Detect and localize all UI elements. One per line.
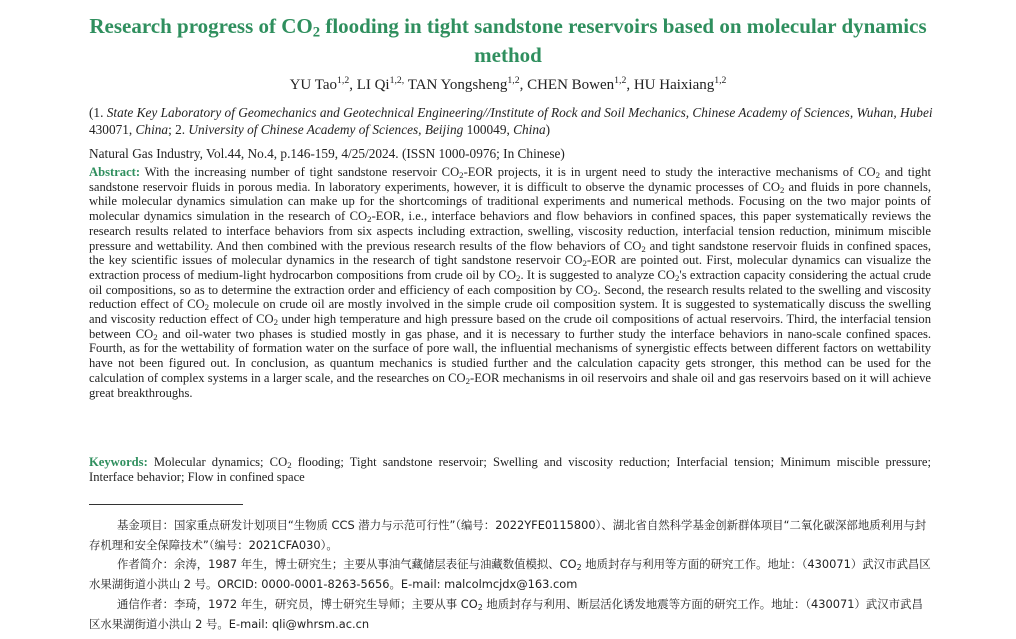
footnote-divider [89, 504, 243, 505]
author: CHEN Bowen [527, 77, 615, 93]
footnote-author: 作者简介：余涛，1987 年生，博士研究生；主要从事油气藏储层表征与油藏数值模拟、$CO_2$ 地质封存与利用等方面的研究工作。地址：（430071）武汉市武昌区水果湖街道小洪山 2 号。ORCID: 0000-0001-8263-5656。E-mail: malcolmcjdx@163.com [89, 557, 931, 591]
keywords: Keywords: Molecular dynamics; $CO_2$ flooding; Tight sandstone reservoir; Swelling and viscosity reduction; Interfacial tension; Minimum miscible pressure; Interface behavior; Flow in confined space [89, 455, 931, 484]
author: HU Haixiang [633, 77, 715, 93]
footnote-funding: 基金项目：国家重点研发计划项目“生物质 CCS 潜力与示范可行性”（编号：2022YFE0115800）、湖北省自然科学基金创新群体项目“二氧化碳深部地质利用与封存机理和安全保障技术”（编号：2021CFA030）。 [89, 518, 927, 552]
keywords-label: Keywords: [89, 455, 148, 469]
abstract-label: Abstract: [89, 165, 141, 179]
author: TAN Yongsheng [407, 77, 508, 93]
footnote-corresponding: 通信作者：李琦，1972 年生，研究员，博士研究生导师；主要从事 $CO_2$ 地质封存与利用、断层活化诱发地震等方面的研究工作。地址：（430071）武汉市武昌区水果湖街道小洪山 2 号。E-mail: qli@whrsm.ac.cn [89, 597, 923, 631]
author: YU Tao [289, 77, 337, 93]
affiliations: (1. State Key Laboratory of Geomechanics and Geotechnical Engineering//Institute of Rock and Soil Mechanics, Chinese Academy of Sciences, Wuhan, Hubei 430071, China; 2. University of Chinese Academy of Sciences, Beijing 100049, China) [89, 105, 933, 137]
abstract: Abstract: With the increasing number of tight sandstone reservoir $CO_2$-EOR projects, it is in urgent need to study the interactive mechanisms of $CO_2$ and tight sandstone reservoir fluids in porous media. In laboratory experiments, however, it is difficult to observe the dynamic processes of $CO_2$ and fluids in pore channels, while molecular dynamics simulation can make up for the shortcomings of traditional experiments and numerical methods. Focusing on the two major points of molecular dynamics simulation in the research of $CO_2$-EOR, i.e., interface behaviors and flow behaviors in confined spaces, this paper systematically reviews the research results related to interface behaviors from six aspects including extraction, swelling, viscosity reduction, interfacial tension reduction, minimum miscible pressure and wettability. And then combined with the previous research results of the flow behaviors of $CO_2$ and tight sandstone reservoir fluids in confined spaces, the key scientific issues of molecular dynamics in the research of tight sandstone reservoir $CO_2$-EOR are pointed out. First, molecular dynamics can visualize the extraction process of medium-light hydrocarbon compositions from crude oil by $CO_2$. It is suggested to analyze $CO_2's$ extraction capacity considering the actual crude oil compositions, so as to determine the extraction order and efficiency of each composition by $CO_2$. Second, the research results related to the swelling and viscosity reduction effect of $CO_2$ molecule on crude oil are mostly involved in the simple crude oil composition system. It is suggested to systematically discuss the swelling and viscosity reduction effect of $CO_2$ under high temperature and high pressure based on the crude oil compositions of actual reservoirs. Third, the interfacial tension between $CO_2$ and oil-water two phases is studied mostly in gas phase, and it is necessary to further study the interface behaviors in nano-scale confined spaces. Fourth, as for the wettability of formation water on the surface of pore wall, the influential mechanisms of synergistic effects between different factors on wettability have not been figured out. In conclusion, as quantum mechanics is studied further and the calculation capacity gets stronger, this method can be used for the calculation of complex systems in a larger scale, and the researches on $CO_2$-EOR mechanisms in oil reservoirs and shale oil and gas reservoirs based on it will achieve great breakthroughs. [89, 165, 932, 400]
author-list: YU Tao$^{1,2}$, LI $Qi^{1,2,}$ TAN Yongsheng$^{1,2}$, CHEN Bowen$^{1,2}$, HU Haixiang$^{1,2}$ [289, 75, 727, 93]
paper-title: Research progress of $CO_2$ flooding in tight sandstone reservoirs based on molecular dynamics method [89, 14, 927, 67]
citation-line: Natural Gas Industry, Vol.44, No.4, p.146-159, 4/25/2024. (ISSN 1000-0976; In Chinese) [89, 146, 565, 161]
author: LI Qi [356, 77, 390, 93]
